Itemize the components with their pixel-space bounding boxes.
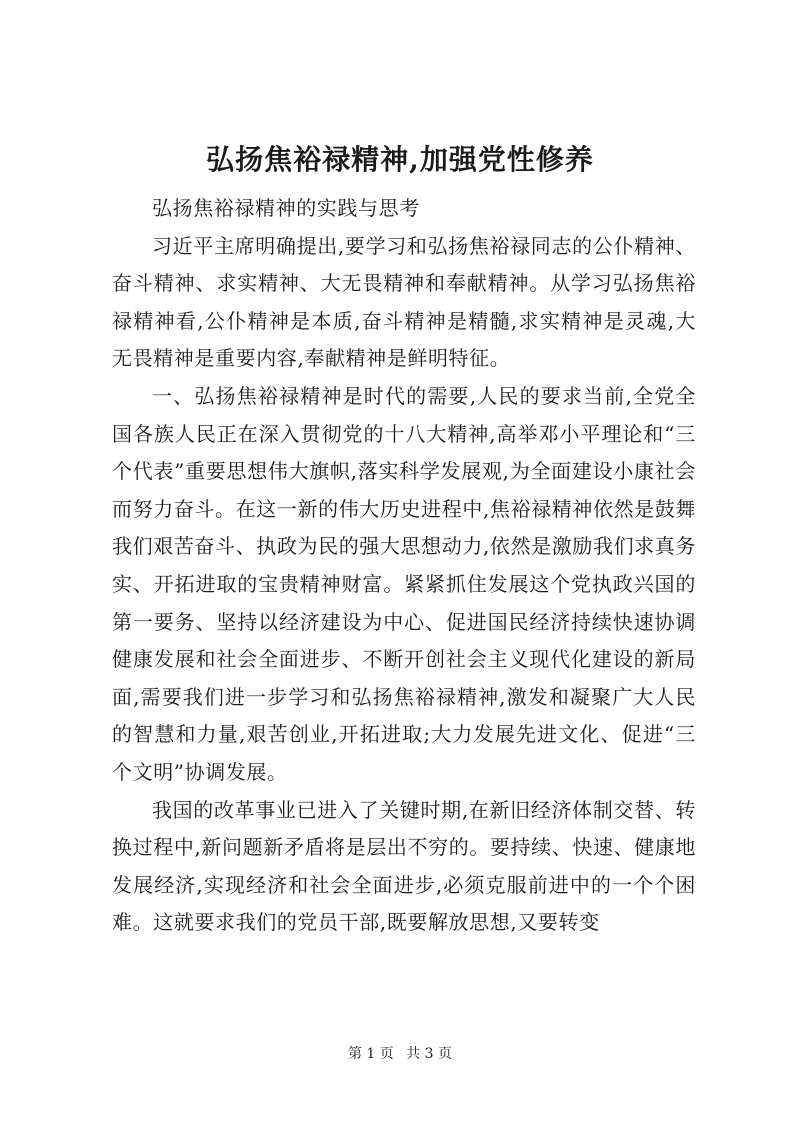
body-paragraph: 一、弘扬焦裕禄精神是时代的需要,人民的要求当前,全党全国各族人民正在深入贯彻党的十八大精神,高举邓小平理论和“三个代表”重要思想伟大旗帜,落实科学发展观,为全面建设小康社会而努力奋斗。在这一新的伟大历史进程中,焦裕禄精神依然是鼓舞我们艰苦奋斗、执政为民的强大思想动力,依然是激励我们求真务实、开拓进取的宝贵精神财富。紧紧抓住发展这个党执政兴国的第一要务、坚持以经济建设为中心、促进国民经济持续快速协调健康发展和社会全面进步、不断开创社会主义现代化建设的新局面,需要我们进一步学习和弘扬焦裕禄精神,激发和凝聚广大人民的智慧和力量,艰苦创业,开拓进取;大力发展先进文化、促进“三个文明”协调发展。 [112,383,696,784]
document-title: 弘扬焦裕禄精神,加强党性修养 [206,143,594,176]
body-paragraph: 习近平主席明确提出,要学习和弘扬焦裕禄同志的公仆精神、奋斗精神、求实精神、大无畏精神和奉献精神。从学习弘扬焦裕禄精神看,公仆精神是本质,奋斗精神是精髓,求实精神是灵魂,大无畏精神是重要内容,奉献精神是鲜明特征。 [112,233,696,371]
body-paragraph: 我国的改革事业已进入了关键时期,在新旧经济体制交替、转换过程中,新问题新矛盾将是层出不穷的。要持续、快速、健康地发展经济,实现经济和社会全面进步,必须克服前进中的一个个困难。这就要求我们的党员干部,既要解放思想,又要转变 [112,797,696,935]
document-body [112,190,696,942]
page-total: 共 3 页 [406,1046,453,1062]
page-footer [0,1044,800,1064]
page-number: 第 1 页 [347,1046,394,1062]
subtitle-paragraph: 弘扬焦裕禄精神的实践与思考 [152,196,420,220]
